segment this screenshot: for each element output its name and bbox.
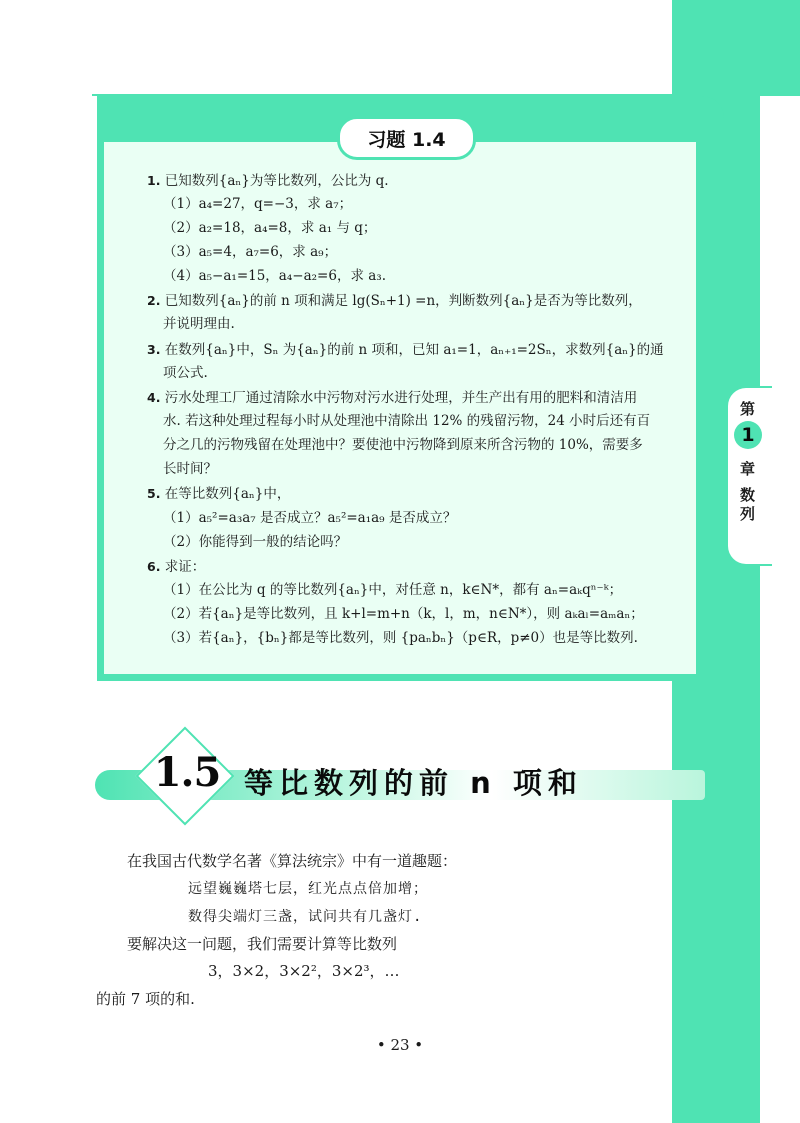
exercise-line: 6. 求证： [147,559,206,575]
tail-paragraph: 的前 7 项的和. [96,990,195,1008]
exercise-line: 1. 已知数列{aₙ}为等比数列，公比为 q. [147,173,389,189]
exercise-line: 5. 在等比数列{aₙ}中， [147,486,291,502]
exercise-line: 长时间？ [163,461,217,477]
exercise-line: 3. 在数列{aₙ}中，Sₙ 为{aₙ}的前 n 项和，已知 a₁=1，aₙ₊₁=2Sₙ，求数列{aₙ}的通 [147,342,664,358]
exercise-line: 2. 已知数列{aₙ}的前 n 项和满足 lg(Sₙ+1) =n，判断数列{aₙ}是否为等比数列， [147,293,642,309]
chapter-number-badge: 1 [734,421,762,449]
sequence-formula: 3，3×2，3×2²，3×2³，… [208,962,400,980]
side-band-mask [760,96,800,1123]
chapter-tab-zhang: 章 [740,460,756,478]
exercise-line: 项公式. [163,365,208,381]
exercise-line: （2）若{aₙ}是等比数列，且 k+l=m+n（k，l，m，n∈N*），则 aₖaₗ=aₘaₙ； [163,606,644,622]
chapter-tab-topic: 数列 [740,486,756,523]
exercise-line: （4）a₅−a₁=15，a₄−a₂=6，求 a₃. [163,268,386,284]
top-corner-band [672,0,800,96]
section-number: 1.5 [153,749,221,796]
exercise-line: （1）a₅²=a₃a₇ 是否成立？a₅²=a₁a₉ 是否成立？ [163,510,457,526]
intro-paragraph: 在我国古代数学名著《算法统宗》中有一道趣题： [127,852,458,870]
exercise-line: （3）a₅=4，a₇=6，求 a₉； [163,244,338,260]
exercise-line: 并说明理由. [163,316,235,332]
exercise-line: 分之几的污物残留在处理池中？要使池中污物降到原来所含污物的 10%，需要多 [163,437,643,453]
poem-line-2: 数得尖端灯三盏，试问共有几盏灯. [188,909,423,925]
exercise-line: （1）在公比为 q 的等比数列{aₙ}中，对任意 n，k∈N*，都有 aₙ=aₖqⁿ⁻ᵏ； [163,582,623,598]
exercise-line: （2）你能得到一般的结论吗？ [163,534,348,550]
exercise-line: 水. 若这种处理过程每小时从处理池中清除出 12% 的残留污物，24 小时后还有百 [163,413,651,429]
solve-paragraph: 要解决这一问题，我们需要计算等比数列 [127,935,398,953]
exercise-line: （1）a₄=27，q=−3，求 a₇； [163,196,353,212]
page-number: • 23 • [376,1036,424,1054]
exercise-line: （3）若{aₙ}，{bₙ}都是等比数列，则 {paₙbₙ}（p∈R，p≠0）也是等比数列. [163,630,638,646]
exercise-title: 习题 1.4 [337,116,476,160]
chapter-tab-di: 第 [740,400,756,418]
exercise-line: 4. 污水处理工厂通过清除水中污物对污水进行处理，并生产出有用的肥料和清洁用 [147,390,638,406]
section-title: 等比数列的前 n 项和 [244,766,583,800]
exercise-line: （2）a₂=18，a₄=8，求 a₁ 与 q； [163,220,377,236]
poem-line-1: 远望巍巍塔七层，红光点点倍加增； [188,881,428,897]
